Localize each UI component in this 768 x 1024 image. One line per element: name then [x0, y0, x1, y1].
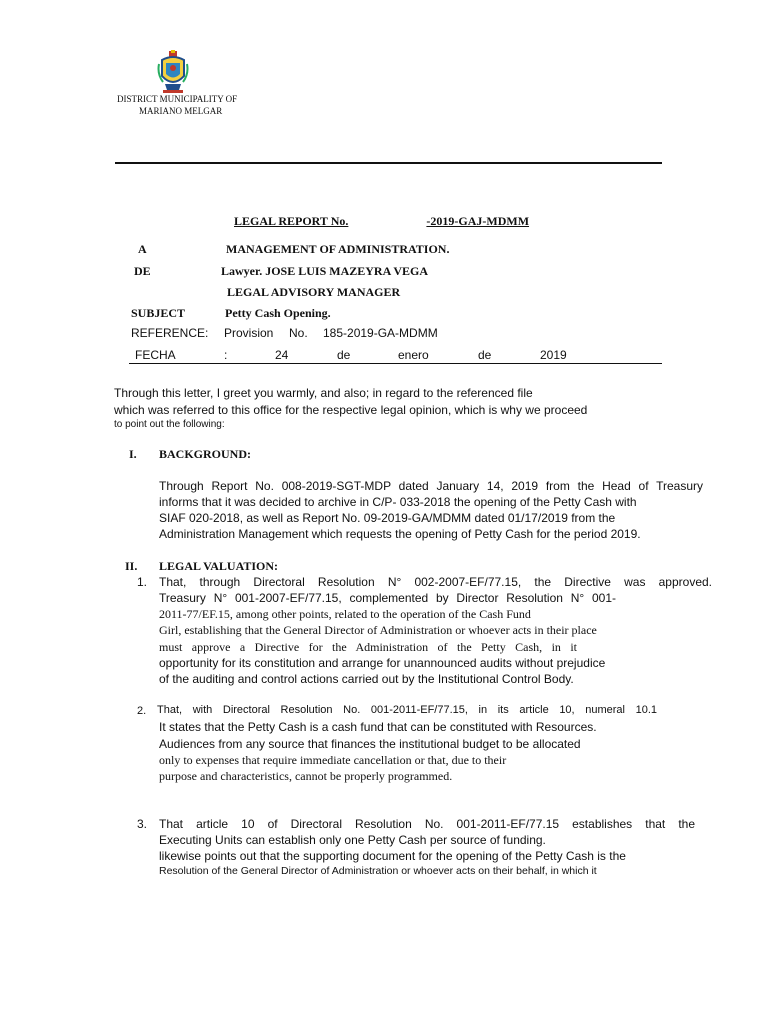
section1-heading: BACKGROUND: [159, 447, 251, 461]
field-fecha-day: 24 [275, 348, 289, 362]
item2-number: 2. [137, 705, 147, 717]
item1-number: 1. [137, 575, 148, 589]
field-fecha-year: 2019 [540, 348, 567, 362]
item3-line1: That article 10 of Directoral Resolution No. 001-2011-EF/77.15 establishes that the [159, 817, 695, 831]
section2-heading: LEGAL VALUATION: [159, 559, 279, 573]
field-de-value-2: LEGAL ADVISORY MANAGER [227, 285, 401, 299]
municipal-coat-of-arms-logo [157, 50, 189, 96]
item1-line6: opportunity for its constitution and arrange for unannounced audits without prejudice [159, 656, 606, 670]
field-reference-word1: Provision [224, 326, 274, 340]
field-a-value: MANAGEMENT OF ADMINISTRATION. [226, 242, 450, 256]
item1-line1: That, through Directoral Resolution N° 002-2007-EF/77.15, the Directive was approved. [159, 575, 712, 589]
item3-line2: Executing Units can establish only one Petty Cash per source of funding. [159, 833, 546, 847]
field-subject-value: Petty Cash Opening. [225, 306, 331, 320]
item2-line2: It states that the Petty Cash is a cash fund that can be constituted with Resources. [159, 720, 597, 734]
item3-line3: likewise points out that the supporting document for the opening of the Petty Cash is the [159, 849, 626, 863]
item1-line7: of the auditing and control actions carried out by the Institutional Control Body. [159, 672, 574, 686]
report-title-right: -2019-GAJ-MDMM [426, 214, 530, 228]
field-fecha-colon: : [224, 348, 228, 362]
field-de-label: DE [134, 264, 151, 278]
item2-line5: purpose and characteristics, cannot be properly programmed. [159, 769, 453, 783]
item2-line3: Audiences from any source that finances the institutional budget to be allocated [159, 737, 581, 751]
field-subject-label: SUBJECT [131, 306, 186, 320]
field-fecha-de1: de [337, 348, 351, 362]
intro-line3: to point out the following: [114, 419, 225, 430]
field-reference-word2: No. [289, 326, 308, 340]
item2-line4: only to expenses that require immediate cancellation or that, due to their [159, 753, 507, 767]
field-a-label: A [138, 242, 147, 256]
section1-line4: Administration Management which requests the opening of Petty Cash for the period 2019. [159, 527, 641, 541]
section1-line3: SIAF 020-2018, as well as Report No. 09-2019-GA/MDMM dated 01/17/2019 from the [159, 511, 616, 525]
section1-line1: Through Report No. 008-2019-SGT-MDP dated January 14, 2019 from the Head of Treasury [159, 479, 703, 493]
field-fecha-month: enero [398, 348, 429, 362]
field-reference-label: REFERENCE: [131, 326, 209, 340]
field-reference-number: 185-2019-GA-MDMM [323, 326, 438, 340]
item1-line2: Treasury N° 001-2007-EF/77.15, complemented by Director Resolution N° 001- [159, 591, 616, 605]
item3-number: 3. [137, 817, 148, 831]
field-fecha-de2: de [478, 348, 492, 362]
org-name-line1: DISTRICT MUNICIPALITY OF [117, 94, 238, 104]
report-title-left: LEGAL REPORT No. [234, 214, 349, 228]
intro-line1: Through this letter, I greet you warmly, and also; in regard to the referenced file [114, 386, 533, 400]
fields-divider [129, 363, 662, 364]
item3-line4: Resolution of the General Director of Administration or whoever acts on their behalf, in which it [159, 865, 597, 877]
field-de-value-1: Lawyer. JOSE LUIS MAZEYRA VEGA [221, 264, 429, 278]
report-title [234, 214, 529, 229]
section1-line2: informs that it was decided to archive in C/P- 033-2018 the opening of the Petty Cash with [159, 495, 637, 509]
section2-numeral: II. [125, 559, 138, 573]
item1-line4: Girl, establishing that the General Director of Administration or whoever acts in their place [159, 623, 597, 637]
item1-line5: must approve a Directive for the Administration of the Petty Cash, in it [159, 640, 577, 654]
item1-line3: 2011-77/EF.15, among other points, related to the operation of the Cash Fund [159, 607, 531, 621]
section1-numeral: I. [129, 447, 137, 461]
item2-line1: That, with Directoral Resolution No. 001-2011-EF/77.15, in its article 10, numeral 10.1 [157, 704, 657, 716]
header-divider [115, 162, 662, 164]
intro-line2: which was referred to this office for the respective legal opinion, which is why we proceed [114, 403, 588, 417]
org-name-line2: MARIANO MELGAR [139, 106, 223, 116]
field-fecha-label: FECHA [135, 348, 176, 362]
